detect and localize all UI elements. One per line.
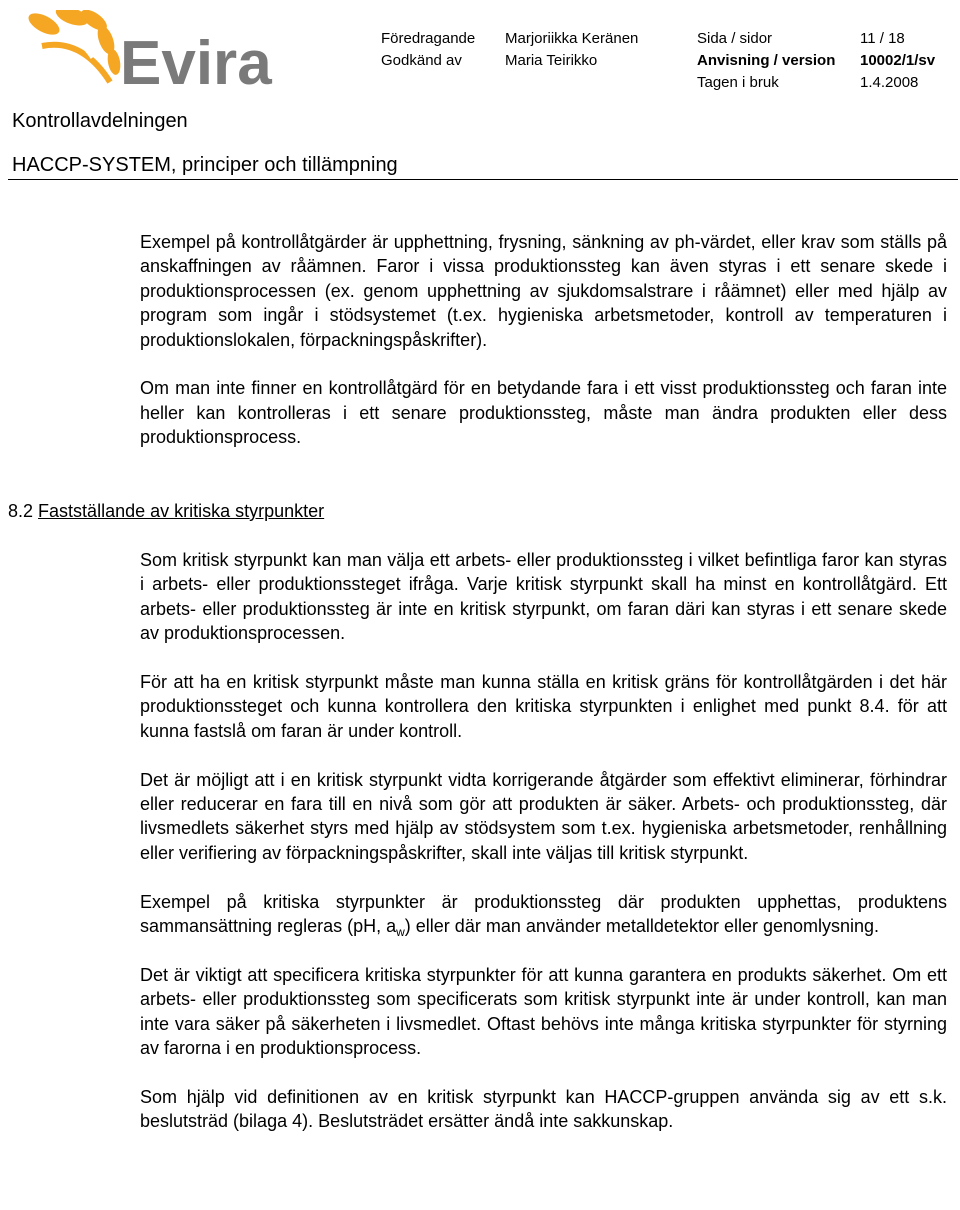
body-top (140, 230, 947, 474)
section-heading (8, 499, 324, 523)
header-divider (8, 179, 958, 180)
paragraph-2: Om man inte finner en kontrollåtgärd för en betydande fara i ett visst produktionssteg och faran inte heller kan kontrolleras i ett senare produktionssteg, måste man ändra produkten eller dess produktionsprocess. (140, 378, 947, 448)
paragraph-3: Som kritisk styrpunkt kan man välja ett arbets- eller produktionssteg i vilket befintliga faror kan styras i arbets- eller produktionssteget ifråga. Varje kritisk styrpunkt skall ha minst en kontrollåtgärd. Ett arbets- eller produktionssteg är inte en kritisk styrpunkt, om faran däri kan styras i ett senare skede av produktionsprocessen. (140, 550, 947, 644)
value-guidance-version: 10002/1/sv (860, 52, 936, 69)
evira-logo (22, 10, 277, 90)
label-page: Sida / sidor (697, 30, 773, 47)
paragraph-1: Exempel på kontrollåtgärder är upphettning, frysning, sänkning av ph-värdet, eller krav som ställs på anskaffningen av råämnen. Faror i vissa produktionssteg kan även styras i ett senare skede i produktionsprocessen (ex. genom upphettning av sjukdomsalstrare i råämnet) eller med hjälp av program som ingår i stödsystemet (t.ex. hygieniska arbetsmetoder, kontroll av temperaturen i produktionslokalen, förpackningspåskrifter). (140, 232, 947, 350)
label-approved-by: Godkänd av (381, 52, 462, 69)
meta-values-col2 (505, 28, 638, 72)
meta-values-col4 (860, 28, 935, 94)
label-in-use: Tagen i bruk (697, 74, 779, 91)
organization-name: Kontrollavdelningen (12, 110, 188, 132)
section-title: Fastställande av kritiska styrpunkter (38, 501, 325, 521)
subscript-w: w (396, 925, 405, 940)
section-number: 8.2 (8, 501, 34, 521)
meta-labels-col3 (697, 28, 835, 94)
paragraph-6-part-a: Exempel på kritiska styrpunkter är produktionssteg där produkten upphettas, produktens sammansättning regleras (pH, a (140, 891, 947, 937)
label-presenter: Föredragande (381, 30, 476, 47)
document-title: HACCP-SYSTEM, principer och tillämpning (12, 154, 398, 176)
value-approved-by: Maria Teirikko (505, 52, 598, 69)
paragraph-5: Det är möjligt att i en kritisk styrpunkt vidta korrigerande åtgärder som effektivt eliminerar, förhindrar eller reducerar en fara till en nivå som gör att produkten är säker. Arbets- och produktionssteg, där livsmedlets säkerhet styrs med hjälp av stödsystem som t.ex. hygieniska arbetsmetoder, renhållning eller verifiering av förpackningspåskrifter, skall inte väljas till kritisk styrpunkt. (140, 769, 947, 863)
meta-labels-col1 (381, 28, 475, 72)
body-section (140, 548, 947, 1158)
value-presenter: Marjoriikka Keränen (505, 30, 639, 47)
paragraph-8: Som hjälp vid definitionen av en kritisk styrpunkt kan HACCP-gruppen använda sig av ett s.k. beslutsträd (bilaga 4). Beslutsträdet ersätter ändå inte sakkunskap. (140, 1086, 947, 1132)
paragraph-4: För att ha en kritisk styrpunkt måste man kunna ställa en kritisk gräns för kontrollåtgärden i det här produktionssteget och kunna kontrollera den kritiska styrpunkten i enlighet med punkt 8.4. för att kunna fastslå om faran är under kontroll. (140, 672, 947, 741)
wheat-emblem-icon (25, 10, 122, 82)
label-guidance-version: Anvisning / version (697, 52, 836, 69)
paragraph-6-part-b: ) eller där man använder metalldetektor eller genomlysning. (404, 916, 880, 937)
value-in-use: 1.4.2008 (860, 74, 919, 91)
value-page: 11 / 18 (860, 30, 905, 47)
paragraph-7: Det är viktigt att specificera kritiska styrpunkter för att kunna garantera en produkts säkerhet. Om ett arbets- eller produktionssteg som specificerats som kritisk styrpunkt inte är under kontroll, kan man inte vara säker på säkerheten i livsmedlet. Oftast behövs inte många kritiska styrpunkter för styrning av farorna i en produktionsprocess. (140, 964, 947, 1059)
logo-wordmark: Evira (120, 29, 272, 90)
paragraph-6 (140, 890, 947, 939)
